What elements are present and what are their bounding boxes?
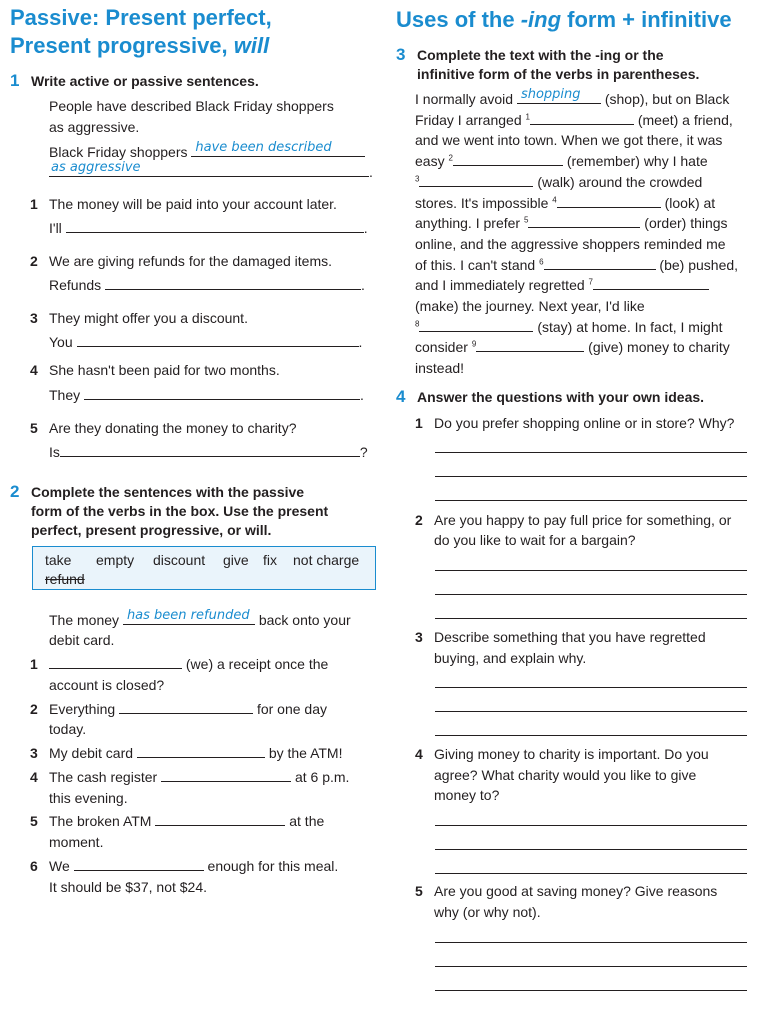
ex2-item-2[interactable]: 2 Everything for one day xyxy=(30,701,327,717)
ex1-item-2-answer[interactable]: Refunds . xyxy=(49,277,365,293)
ex2-item-4[interactable]: 4 The cash register at 6 p.m. xyxy=(30,769,350,785)
word-box-item: give xyxy=(223,552,249,568)
exercise-1-heading: 1 Write active or passive sentences. xyxy=(10,71,259,90)
ex4-question-4-cont: money to? xyxy=(434,787,500,803)
ex2-item-4-cont: this evening. xyxy=(49,790,128,806)
ex2-item-6[interactable]: 6 We enough for this meal. xyxy=(30,858,339,874)
ex3-line[interactable]: I normally avoid shopping (shop), but on Black xyxy=(415,87,730,107)
ex4-question-3-cont: buying, and explain why. xyxy=(434,650,587,666)
example-line: People have described Black Friday shoppers xyxy=(49,98,334,114)
word-box-item: discount xyxy=(153,552,206,568)
ex2-item-2-cont: today. xyxy=(49,721,87,737)
ex2-example: The money has been refunded back onto your xyxy=(49,608,351,628)
ex4-question-4: 4 Giving money to charity is important. Do you xyxy=(415,746,709,762)
answer-line[interactable] xyxy=(435,825,747,826)
ex3-line[interactable]: consider $^9$ (give) money to charity xyxy=(415,339,730,355)
ex1-item-5: 5 Are they donating the money to charity? xyxy=(30,420,297,436)
ex3-line: instead! xyxy=(415,360,465,376)
ex4-question-2-cont: do you like to wait for a bargain? xyxy=(434,532,636,548)
ex2-item-1-text[interactable]: (we) a receipt once the xyxy=(49,654,328,674)
ex2-item-5[interactable]: 5 The broken ATM at the xyxy=(30,813,325,829)
exercise-3-heading: 3 Complete the text with the -ing or the infinitive form of the verbs in parentheses. xyxy=(396,45,700,82)
answer-line[interactable] xyxy=(435,849,747,850)
ex1-item-3-answer[interactable]: You . xyxy=(49,334,363,350)
ex1-item-1-answer[interactable]: I'll . xyxy=(49,220,368,236)
ex3-line[interactable]: Friday I arranged $^1$ (meet) a friend, xyxy=(415,112,733,128)
word-box-item: not charge xyxy=(293,552,360,568)
answer-line[interactable] xyxy=(435,966,747,967)
ex2-item-1-cont: account is closed? xyxy=(49,677,165,693)
answer-line[interactable] xyxy=(435,942,747,943)
ex4-question-3: 3 Describe something that you have regretted xyxy=(415,629,706,645)
answer-line[interactable] xyxy=(435,735,747,736)
answer-line[interactable] xyxy=(435,594,747,595)
section-title-passive: Passive: Present perfect, Present progressive, will xyxy=(10,5,272,58)
word-box-item: fix xyxy=(263,552,277,568)
ex3-line: online, and the aggressive shoppers reminded me xyxy=(415,236,726,252)
ex2-example-cont: debit card. xyxy=(49,632,115,648)
answer-line[interactable] xyxy=(435,452,747,453)
word-box-item-used: refund xyxy=(45,571,85,587)
ex3-line[interactable]: $^3$ (walk) around the crowded xyxy=(415,174,703,190)
word-box-item: take xyxy=(45,552,72,568)
ex4-question-1: 1 Do you prefer shopping online or in store? Why? xyxy=(415,415,735,431)
ex3-line[interactable]: and I immediately regretted $^7$ xyxy=(415,275,709,295)
answer-line[interactable] xyxy=(435,687,747,688)
example-line: as aggressive. xyxy=(49,119,140,135)
answer-line[interactable] xyxy=(435,570,747,571)
ex1-item-2: 2 We are giving refunds for the damaged items. xyxy=(30,253,333,269)
ex1-item-1: 1 The money will be paid into your account later. xyxy=(30,196,337,212)
ex3-line[interactable]: $^8$ (stay) at home. In fact, I might xyxy=(415,319,723,335)
ex3-line[interactable]: anything. I prefer $^5$ (order) things xyxy=(415,215,728,231)
ex3-line[interactable]: easy $^2$ (remember) why I hate xyxy=(415,153,708,169)
answer-line[interactable] xyxy=(435,990,747,991)
ex4-question-5-cont: why (or why not). xyxy=(434,904,541,920)
section-title-ing-infinitive: Uses of the -ing form + infinitive xyxy=(396,7,732,32)
exercise-4-heading: 4 Answer the questions with your own ideas. xyxy=(396,387,705,406)
ex4-question-4-cont: agree? What charity would you like to give xyxy=(434,767,697,783)
word-box-item: empty xyxy=(96,552,135,568)
answer-line[interactable] xyxy=(435,500,747,501)
ex4-question-5: 5 Are you good at saving money? Give reasons xyxy=(415,883,718,899)
ex3-line: and we went into town. When we got there, it was xyxy=(415,132,723,148)
ex2-item-6-cont: It should be $37, not $24. xyxy=(49,879,208,895)
ex1-item-4-answer[interactable]: They . xyxy=(49,387,364,403)
answer-line[interactable] xyxy=(435,476,747,477)
ex2-item-3[interactable]: 3 My debit card by the ATM! xyxy=(30,745,343,761)
word-box xyxy=(32,546,376,590)
ex4-question-2: 2 Are you happy to pay full price for something, or xyxy=(415,512,732,528)
ex1-item-5-answer[interactable]: Is ? xyxy=(49,444,368,460)
ex3-line: (make) the journey. Next year, I'd like xyxy=(415,298,645,314)
ex1-item-4: 4 She hasn't been paid for two months. xyxy=(30,362,280,378)
example-answer-cont: as aggressive . xyxy=(51,160,373,180)
answer-line[interactable] xyxy=(435,873,747,874)
answer-line[interactable] xyxy=(435,618,747,619)
answer-line[interactable] xyxy=(435,711,747,712)
ex3-line[interactable]: of this. I can't stand $^6$ (be) pushed, xyxy=(415,257,739,273)
example-answer: Black Friday shoppers have been described xyxy=(49,142,365,162)
ex1-item-3: 3 They might offer you a discount. xyxy=(30,310,248,326)
ex3-line[interactable]: stores. It's impossible $^4$ (look) at xyxy=(415,195,716,211)
ex2-item-5-cont: moment. xyxy=(49,834,104,850)
exercise-2-heading: 2 Complete the sentences with the passive form of the verbs in the box. Use the present perfect, present progressive, or will. xyxy=(10,482,329,538)
